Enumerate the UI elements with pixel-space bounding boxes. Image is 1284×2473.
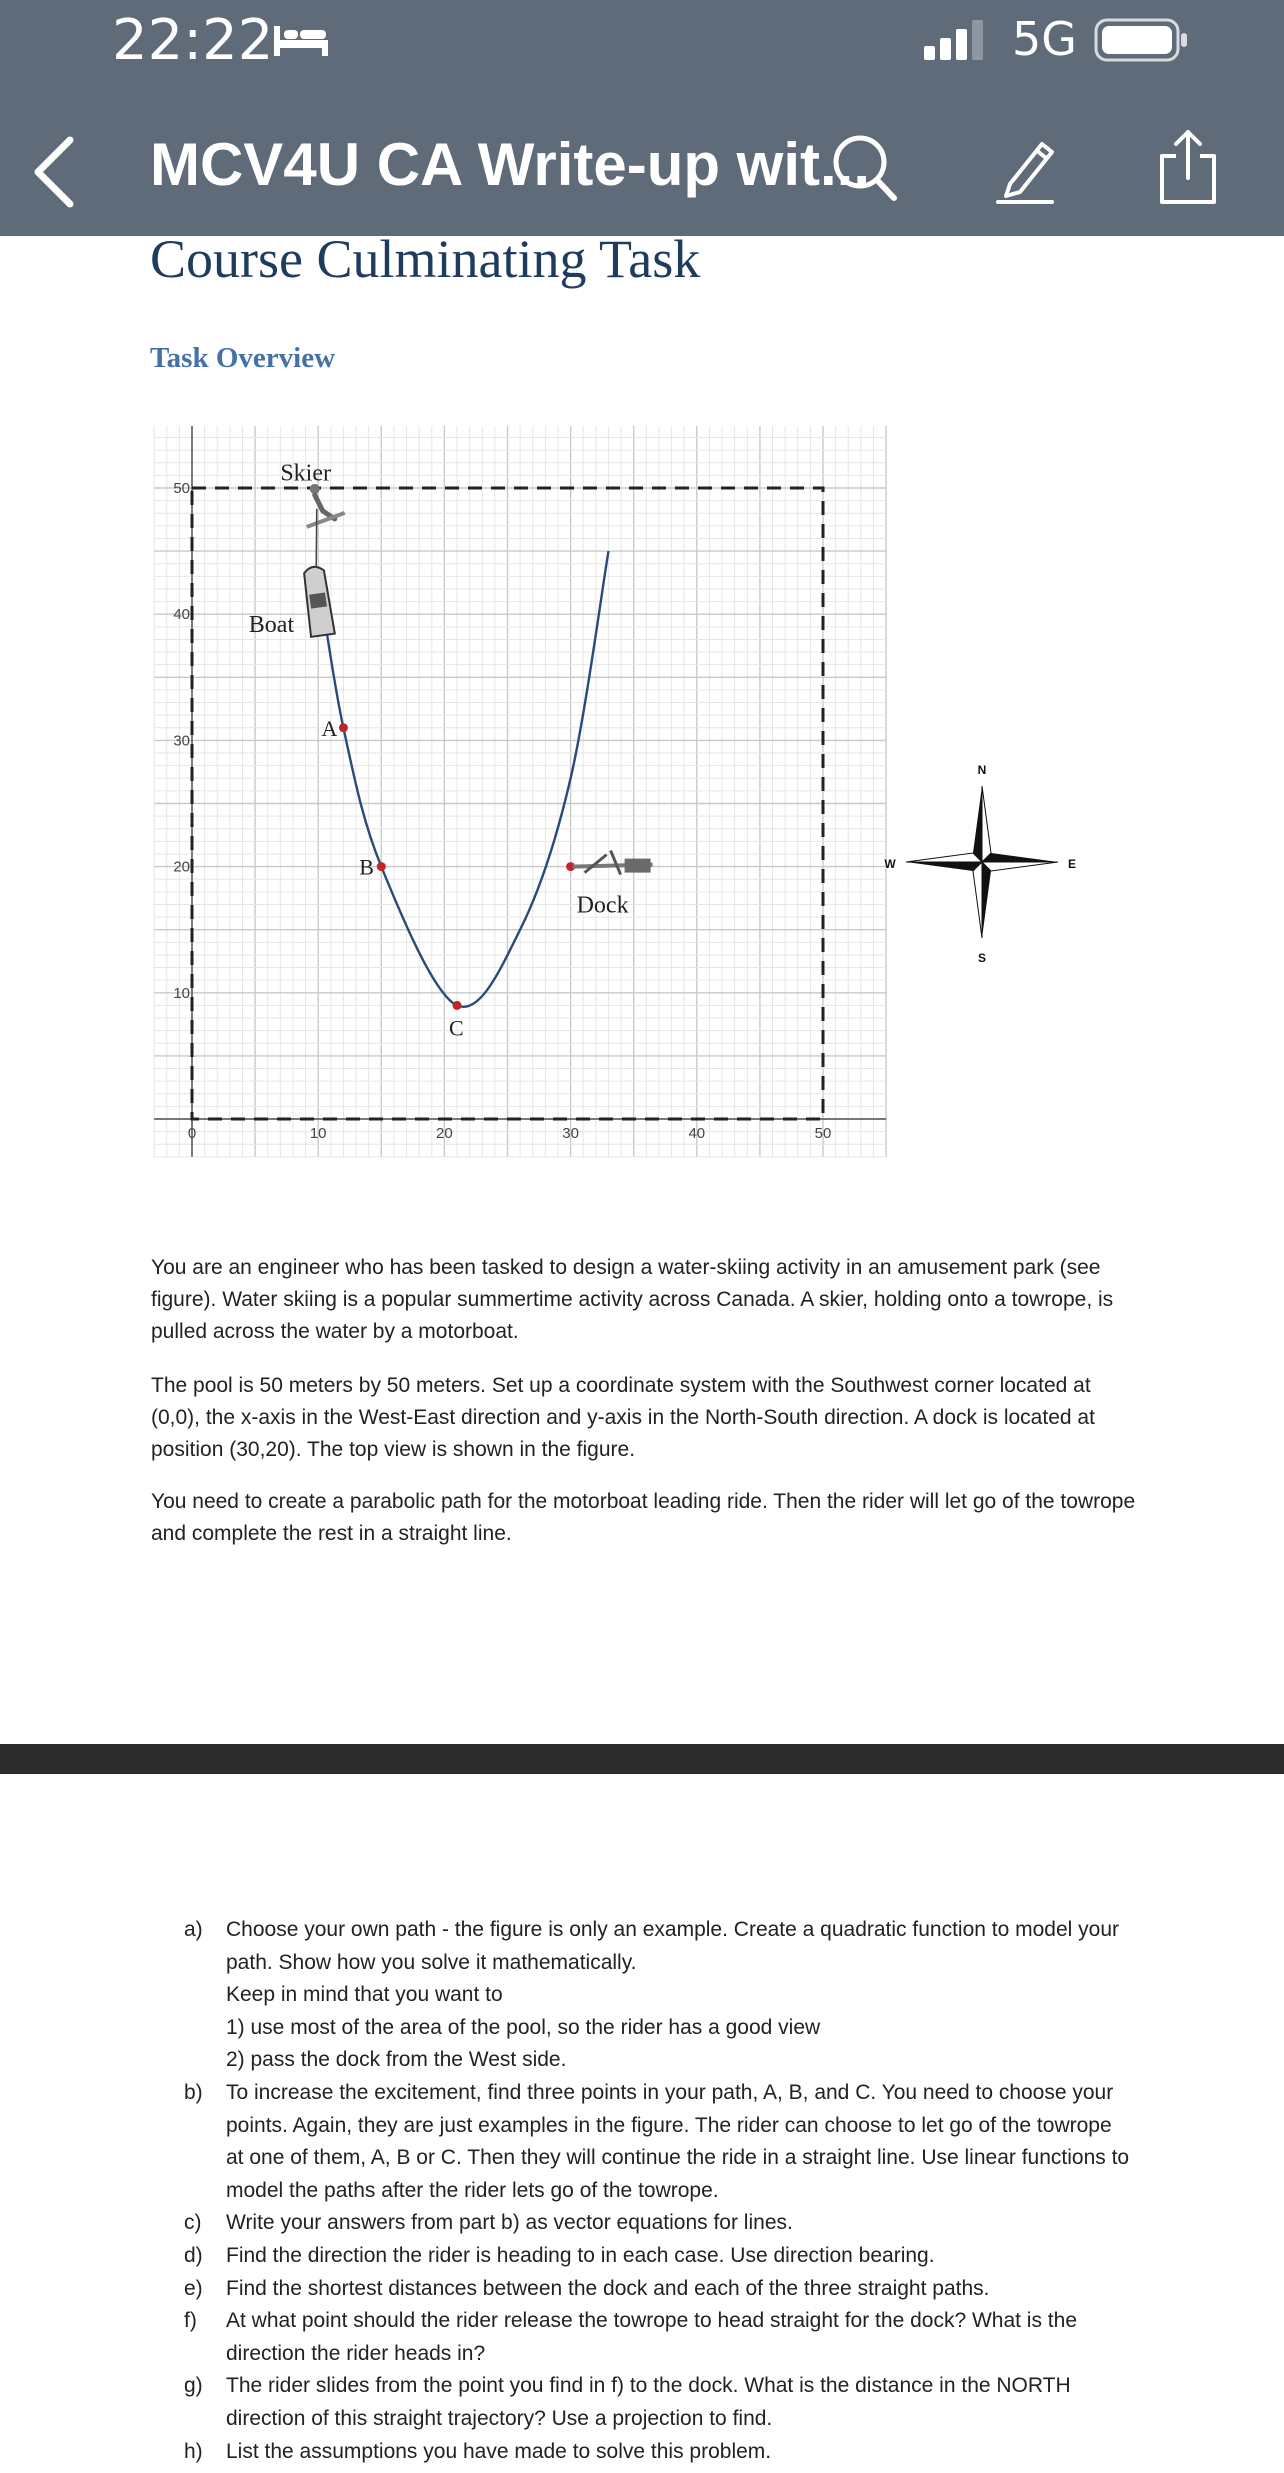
question-list — [184, 1914, 1134, 2468]
page-divider — [0, 1744, 1284, 1774]
path-point-b — [377, 862, 386, 871]
question-a — [184, 1914, 1134, 2077]
compass-highlight — [906, 853, 982, 862]
document-title: MCV4U CA Write-up wit... — [150, 131, 870, 198]
page-heading: Course Culminating Task — [150, 229, 701, 289]
towrope — [316, 509, 317, 568]
question-text: List the assumptions you have made to solve this problem. — [226, 2439, 772, 2463]
question-g — [184, 2370, 1134, 2435]
paragraph-pool: The pool is 50 meters by 50 meters. Set up a coordinate system with the Southwest corner located at (0,0), the x-axis in the West-East direction and y-axis in the North-South direction. A dock is located at position (30,20). The top view is shown in the figure. — [151, 1374, 1095, 1461]
status-time: 22:22 — [112, 8, 274, 73]
y-tick-label: 30 — [173, 732, 190, 750]
question-label: g) — [184, 2374, 203, 2398]
question-note: 2) pass the dock from the West side. — [226, 2048, 567, 2072]
question-label: c) — [184, 2211, 202, 2235]
dock-label: Dock — [576, 892, 629, 919]
question-label: f) — [184, 2309, 197, 2333]
compass-highlight — [982, 862, 1058, 871]
parabolic-path — [318, 551, 608, 1007]
battery-icon — [1094, 18, 1190, 69]
x-tick-label: 20 — [436, 1125, 453, 1142]
sleep-mode-icon — [272, 22, 330, 63]
section-heading: Task Overview — [150, 342, 336, 374]
question-text: The rider slides from the point you find in f) to the dock. What is the distance in the NORTH direction of this straight trajectory? Use a projection to find. — [226, 2374, 1071, 2430]
boat-cabin — [309, 593, 327, 609]
x-tick-label: 40 — [688, 1125, 706, 1142]
path-point-label: A — [321, 715, 338, 741]
question-text: Find the direction the rider is heading to in each case. Use direction bearing. — [226, 2243, 935, 2267]
dock-box — [625, 859, 651, 873]
question-label: h) — [184, 2439, 203, 2463]
question-note: 1) use most of the area of the pool, so the rider has a good view — [226, 2015, 821, 2039]
question-text: Write your answers from part b) as vector equations for lines. — [226, 2211, 793, 2235]
y-tick-label: 10 — [173, 984, 190, 1002]
question-label: d) — [184, 2243, 203, 2267]
path-point-c — [453, 1001, 462, 1010]
markup-pen-icon[interactable] — [996, 128, 1060, 211]
path-point-a — [339, 723, 348, 732]
question-label: e) — [184, 2276, 203, 2300]
question-text: To increase the excitement, find three points in your path, A, B, and C. You need to choose your points. Again, they are just examples in the figure. The rider can choose to let go of the towrope at one of them, A, B or C. Then they will continue the ride in a straight line. Use linear functions to model the paths after the rider lets go of the towrope. — [226, 2080, 1130, 2202]
back-chevron-icon[interactable] — [30, 132, 80, 217]
compass-label: W — [884, 857, 896, 871]
question-e — [184, 2273, 1134, 2306]
question-label: a) — [184, 1918, 203, 1941]
paragraph-intro: You are an engineer who has been tasked to design a water-skiing activity in an amusement park (see figure). Water skiing is a popular summertime activity across Canada. A skier, holding onto a towrope, is pulled across the water by a motorboat. — [151, 1256, 1114, 1343]
y-tick-label: 20 — [173, 858, 190, 876]
question-text: Choose your own path - the figure is only an example. Create a quadratic function to model your path. Show how you solve it mathematically. — [226, 1918, 1120, 1974]
compass-highlight — [973, 862, 982, 938]
share-icon[interactable] — [1156, 128, 1220, 213]
cellular-signal-icon — [922, 18, 992, 67]
path-point-label: C — [449, 1015, 464, 1041]
compass-label: S — [977, 951, 987, 965]
network-type: 5G — [1012, 12, 1077, 66]
x-tick-label: 50 — [814, 1125, 832, 1142]
x-tick-label: 0 — [187, 1125, 197, 1142]
path-point-label: B — [359, 854, 374, 880]
compass-label: N — [977, 763, 987, 777]
skier-label: Skier — [280, 460, 332, 487]
search-icon[interactable] — [830, 128, 900, 211]
question-label: b) — [184, 2080, 203, 2104]
compass-highlight — [982, 786, 991, 862]
x-tick-label: 30 — [562, 1125, 579, 1142]
boat-label: Boat — [248, 611, 295, 638]
document-page-1 — [0, 229, 1284, 1744]
question-c — [184, 2207, 1134, 2240]
question-note: Keep in mind that you want to — [226, 1983, 503, 2007]
top-bar — [0, 0, 1284, 236]
question-h — [184, 2436, 1134, 2469]
pool-figure — [140, 426, 1150, 1216]
question-f — [184, 2305, 1134, 2370]
x-tick-label: 10 — [309, 1125, 327, 1142]
question-text: Find the shortest distances between the dock and each of the three straight paths. — [226, 2276, 990, 2300]
question-d — [184, 2240, 1134, 2273]
y-tick-label: 40 — [173, 606, 190, 624]
question-b — [184, 2077, 1134, 2207]
question-text: At what point should the rider release the towrope to head straight for the dock? What is the direction the rider heads in? — [226, 2309, 1077, 2365]
document-page-2 — [0, 1774, 1284, 2473]
paragraph-path: You need to create a parabolic path for the motorboat leading ride. Then the rider will let go of the towrope and complete the rest in a straight line. — [151, 1490, 1136, 1545]
compass-label: E — [1067, 857, 1077, 871]
y-tick-label: 50 — [173, 480, 190, 497]
